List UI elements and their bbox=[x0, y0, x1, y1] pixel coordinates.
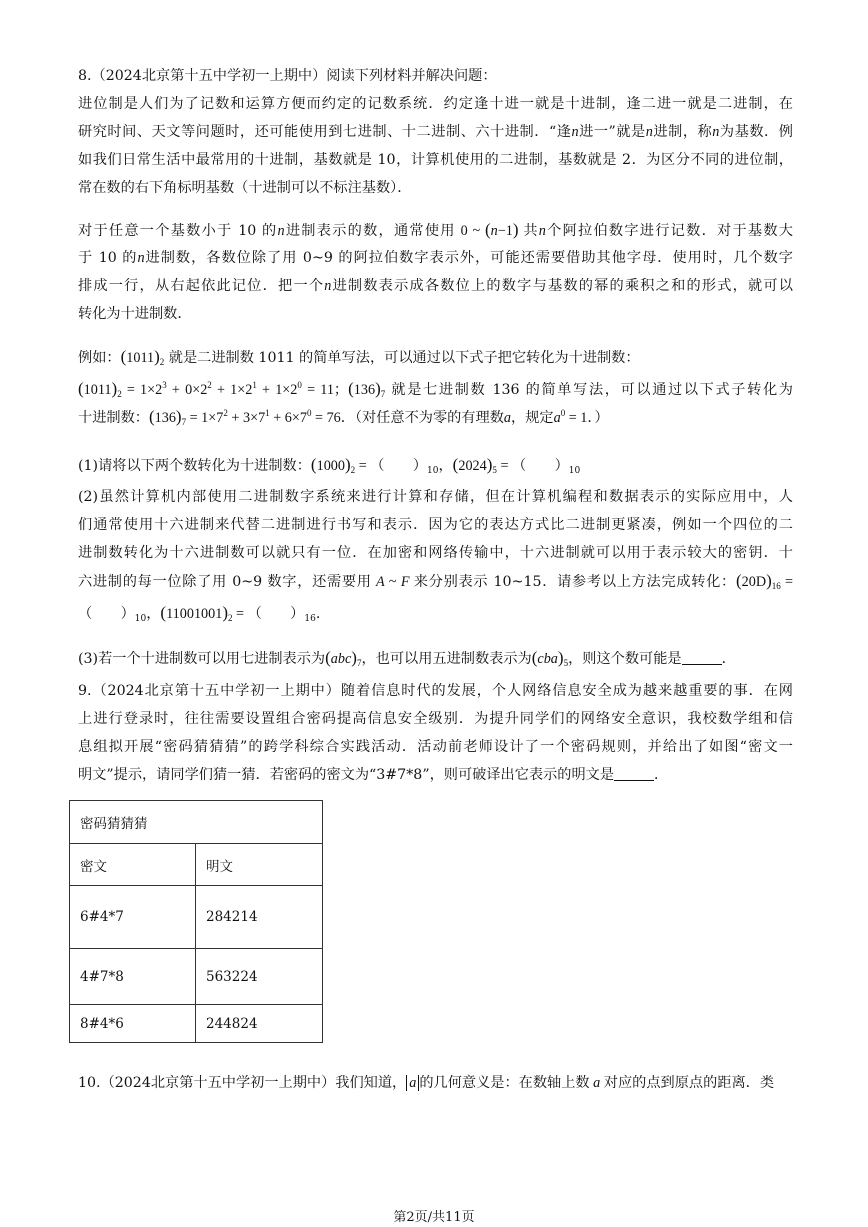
question-8 bbox=[78, 62, 793, 202]
q8-sub-3 bbox=[78, 644, 793, 672]
table-row bbox=[70, 949, 323, 1005]
table-cell: 244824 bbox=[196, 1005, 323, 1043]
cipher-table bbox=[69, 800, 323, 1043]
answer-blank bbox=[614, 766, 654, 781]
table-cell: 284214 bbox=[196, 886, 323, 949]
q8-text: 进位制是人们为了记数和运算方便而约定的记数系统．约定逢十进一就是十进制，逢二进一就是二进制，在 bbox=[78, 96, 793, 112]
q8-text: 转化为十进制数． bbox=[78, 306, 192, 322]
q8-text: 常在数的右下角标明基数（十进制可以不标注基数）． bbox=[78, 180, 412, 196]
q8-paragraph-3 bbox=[78, 343, 793, 427]
q8-sub-1 bbox=[78, 451, 793, 479]
q8-text: $(1011)_2 = 1\times 2^3 + 0\times 2^2 + 1\times 2^1 + 1\times 2^0 = 11$；$(136)_7$ 就是七进制数 136 的简单写法，可以通过以下式子转化为 bbox=[78, 379, 793, 399]
q8-text: 例如：$(1011)_2$ 就是二进制数 1011 的简单写法，可以通过以下式子把它转化为十进制数： bbox=[78, 347, 640, 367]
q8-text: 排成一行，从右起依此记位．把一个n进制数表示成各数位上的数字与基数的幂的乘积之和的形式，就可以 bbox=[78, 278, 793, 294]
table-header-ciphertext: 密文 bbox=[70, 844, 196, 886]
q8-text: 十进制数：$(136)_7 = 1\times 7^2 + 3\times 7^1 + 6\times 7^0 = 76$．（对任意不为零的有理数a，规定$a^0 = 1$．） bbox=[78, 407, 609, 427]
q8-paragraph-2 bbox=[78, 216, 793, 328]
q9-text: 明文”提示，请同学们猜一猜．若密码的密文为“3#7*8”，则可破译出它表示的明文是 ． bbox=[78, 767, 669, 783]
table-row bbox=[70, 1005, 323, 1043]
q8-heading: 8.（2024北京第十五中学初一上期中）阅读下列材料并解决问题： bbox=[78, 68, 497, 84]
q9-text: 上进行登录时，往往需要设置组合密码提高信息安全级别．为提升同学们的网络安全意识，我校数学组和信 bbox=[78, 711, 793, 727]
q8-sub2-text: （ ）$_{10}$，$(11001001)_2$ = （ ）$_{16}$. bbox=[78, 603, 321, 624]
table-cell: 8#4*6 bbox=[70, 1005, 196, 1043]
q8-sub2-text: (2)虽然计算机内部使用二进制数字系统来进行计算和存储，但在计算机编程和数据表示的实际应用中，人 bbox=[78, 489, 793, 505]
table-cell: 4#7*8 bbox=[70, 949, 196, 1005]
answer-blank bbox=[682, 650, 722, 665]
q8-text: 如我们日常生活中最常用的十进制，基数就是 10，计算机使用的二进制，基数就是 2．为区分不同的进位制， bbox=[78, 152, 793, 168]
table-title: 密码猜猜猜 bbox=[70, 801, 323, 844]
q8-sub3-text: (3)若一个十进制数可以用七进制表示为$(abc)_7$，也可以用五进制数表示为$(cba)_5$，则这个数可能是 ． bbox=[78, 648, 736, 668]
question-10 bbox=[78, 1069, 793, 1097]
table-row bbox=[70, 886, 323, 949]
q8-text: 于 10 的n进制数，各数位除了用 0~9 的阿拉伯数字表示外，可能还需要借助其他字母．使用时，几个数字 bbox=[78, 250, 793, 266]
table-header-plaintext: 明文 bbox=[196, 844, 323, 886]
q9-text: 9.（2024北京第十五中学初一上期中）随着信息时代的发展，个人网络信息安全成为越来越重要的事．在网 bbox=[78, 683, 793, 699]
q10-text: 10.（2024北京第十五中学初一上期中）我们知道， a 的几何意义是：在数轴上数 a 对应的点到原点的距离．类 bbox=[78, 1075, 775, 1091]
q8-sub1-text: (1)请将以下两个数转化为十进制数：$(1000)_2$ = （ ）$_{10}$，$(2024)_5$ = （ ）$_{10}$ bbox=[78, 455, 581, 476]
q8-text: 研究时间、天文等问题时，还可能使用到七进制、十二进制、六十进制．“逢n进一”就是n进制，称n为基数．例 bbox=[78, 124, 793, 140]
page-footer: 第2页/共11页 bbox=[393, 1210, 475, 1225]
q8-sub2-text: 六进制的每一位除了用 0~9 数字，还需要用 A ~ F 来分别表示 10~15．请参考以上方法完成转化：$(20D)_{16}$ = bbox=[78, 571, 793, 591]
table-cell: 6#4*7 bbox=[70, 886, 196, 949]
q8-text: 对于任意一个基数小于 10 的n进制表示的数，通常使用 0 ~ (n−1) 共n个阿拉伯数字进行记数．对于基数大 bbox=[78, 220, 793, 239]
table-cell: 563224 bbox=[196, 949, 323, 1005]
question-9 bbox=[78, 677, 793, 789]
q8-sub2-text: 进制数转化为十六进制数可以就只有一位．在加密和网络传输中，十六进制就可以用于表示较大的密钥．十 bbox=[78, 545, 793, 561]
q9-text: 息组拟开展“密码猜猜猜”的跨学科综合实践活动．活动前老师设计了一个密码规则，并给出了如图“密文一 bbox=[78, 739, 793, 755]
q8-sub-2 bbox=[78, 483, 793, 627]
q8-sub2-text: 们通常使用十六进制来代替二进制进行书写和表示．因为它的表达方式比二进制更紧凑，例如一个四位的二 bbox=[78, 517, 793, 533]
